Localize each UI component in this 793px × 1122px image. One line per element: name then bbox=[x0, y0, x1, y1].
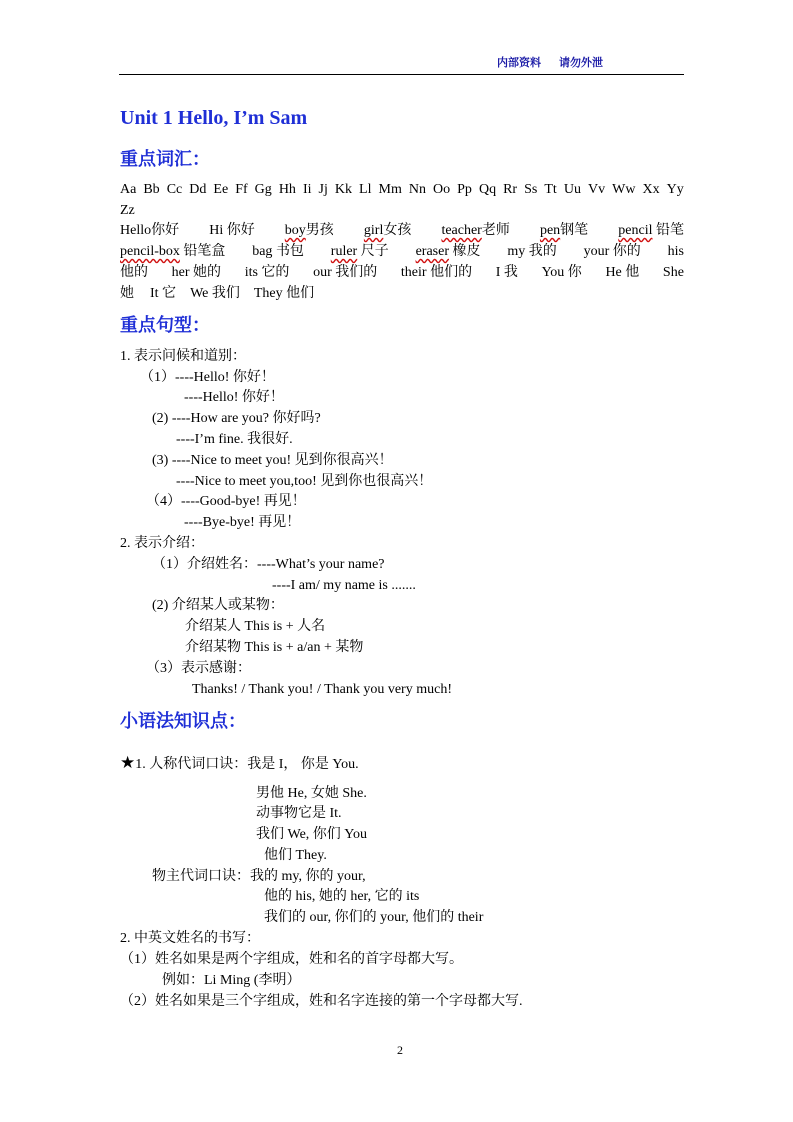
sentence-line: 介绍某人 This is + 人名 bbox=[185, 619, 326, 634]
alphabet-letter: Qq bbox=[478, 182, 497, 197]
grammar-line: 物主代词口诀：我的 my, 你的 your, bbox=[152, 869, 366, 884]
alphabet-letter: Ww bbox=[612, 182, 636, 197]
vocab-item: You 你 bbox=[541, 265, 582, 280]
alphabet-letter: Tt bbox=[544, 182, 557, 197]
vocab-item: I 我 bbox=[495, 265, 518, 280]
vocab-item: your 你的 bbox=[583, 244, 641, 259]
grammar-heading: 小语法知识点： bbox=[120, 711, 246, 731]
grammar-line: （1）姓名如果是两个字组成，姓和名的首字母都大写。 bbox=[120, 952, 463, 967]
alphabet-letter: Vv bbox=[587, 182, 606, 197]
sentence-line: 1. 表示问候和道别： bbox=[120, 349, 246, 364]
vocab-line-4 bbox=[120, 287, 314, 301]
vocab-item: bag 书包 bbox=[252, 244, 304, 259]
grammar-line: 男他 He, 女她 She. bbox=[256, 786, 367, 801]
vocab-item: He 他 bbox=[605, 265, 640, 280]
vocab-item: pencil-box 铅笔盒 bbox=[120, 244, 226, 259]
header-rule bbox=[119, 74, 684, 75]
header-internal: 内部资料 bbox=[497, 57, 541, 69]
sentence-line: (2) ----How are you? 你好吗? bbox=[152, 411, 321, 426]
unit-title: Unit 1 Hello, I’m Sam bbox=[120, 107, 308, 129]
vocab-item: its 它的 bbox=[244, 265, 290, 280]
sentence-line: (3) ----Nice to meet you! 见到你很高兴！ bbox=[152, 453, 393, 468]
header-confidential: 请勿外泄 bbox=[559, 57, 603, 69]
alphabet-letter: Pp bbox=[457, 182, 472, 197]
alphabet-row bbox=[120, 183, 684, 197]
alphabet-letter: Bb bbox=[143, 182, 160, 197]
vocab-item: It 它 bbox=[150, 286, 177, 301]
alphabet-letter: Ee bbox=[213, 182, 229, 197]
vocab-item: Hi 你好 bbox=[209, 223, 255, 238]
alphabet-letter: Nn bbox=[408, 182, 426, 197]
grammar-line: 我们 We, 你们 You bbox=[256, 827, 368, 842]
vocab-item: ruler 尺子 bbox=[330, 244, 389, 259]
vocab-item: pen钢笔 bbox=[539, 223, 589, 238]
sentence-line: 2. 表示介绍： bbox=[120, 536, 204, 551]
sentence-line: ----Nice to meet you,too! 见到你也很高兴！ bbox=[176, 474, 433, 489]
alphabet-letter-last: Zz bbox=[120, 203, 135, 218]
sentence-line: ----Bye-bye! 再见！ bbox=[184, 515, 301, 530]
star-icon: ★ bbox=[120, 753, 136, 772]
alphabet-letter: Hh bbox=[278, 182, 296, 197]
alphabet-letter: Mm bbox=[378, 182, 402, 197]
sentences-heading: 重点句型： bbox=[120, 315, 210, 335]
sentence-line: 介绍某物 This is + a/an + 某物 bbox=[185, 640, 364, 655]
vocab-item: their 他们的 bbox=[400, 265, 473, 280]
alphabet-letter: Xx bbox=[642, 182, 660, 197]
grammar-line: 他的 his, 她的 her, 它的 its bbox=[264, 889, 420, 904]
alphabet-letter: Ll bbox=[359, 182, 372, 197]
vocab-item: his bbox=[667, 244, 684, 259]
alphabet-letter: Yy bbox=[666, 182, 684, 197]
alphabet-letter: Rr bbox=[503, 182, 518, 197]
vocab-item: girl女孩 bbox=[363, 223, 412, 238]
alphabet-letter: Uu bbox=[563, 182, 581, 197]
vocab-item: They 他们 bbox=[253, 286, 315, 301]
vocab-item: We 我们 bbox=[190, 286, 240, 301]
sentence-line: （3）表示感谢： bbox=[146, 661, 251, 676]
grammar-line: （2）姓名如果是三个字组成，姓和名字连接的第一个字母都大写. bbox=[120, 994, 523, 1009]
grammar-line: 我们的 our, 你们的 your, 他们的 their bbox=[264, 910, 484, 925]
grammar-point-1 bbox=[120, 754, 359, 772]
vocab-item: teacher老师 bbox=[441, 223, 510, 238]
page-header bbox=[497, 58, 603, 69]
sentence-line: (2) 介绍某人或某物： bbox=[152, 598, 284, 613]
vocab-item: She bbox=[662, 265, 684, 280]
alphabet-letter: Oo bbox=[433, 182, 451, 197]
sentence-line: （1）----Hello! 你好！ bbox=[140, 370, 275, 385]
sentence-line: ----I’m fine. 我很好. bbox=[176, 432, 293, 447]
alphabet-letter: Aa bbox=[120, 182, 137, 197]
grammar-line: 例如：Li Ming (李明） bbox=[162, 973, 301, 988]
sentence-line: ----I am/ my name is ....... bbox=[272, 578, 416, 593]
grammar-line: 动事物它是 It. bbox=[256, 806, 342, 821]
alphabet-letter: Gg bbox=[254, 182, 272, 197]
vocab-item: her 她的 bbox=[171, 265, 222, 280]
page-number: 2 bbox=[397, 1043, 403, 1057]
vocab-item: my 我的 bbox=[507, 244, 557, 259]
sentence-line: （1）介绍姓名：----What’s your name? bbox=[152, 557, 385, 572]
vocab-item: 她 bbox=[120, 286, 134, 301]
vocab-item: our 我们的 bbox=[313, 265, 378, 280]
sentence-line: ----Hello! 你好！ bbox=[184, 390, 284, 405]
vocab-line-2 bbox=[120, 245, 684, 259]
vocab-line-3 bbox=[120, 266, 684, 280]
alphabet-letter: Ii bbox=[302, 182, 312, 197]
vocab-item: boy男孩 bbox=[284, 223, 334, 238]
sentence-line: Thanks! / Thank you! / Thank you very much! bbox=[192, 682, 452, 697]
alphabet-letter: Dd bbox=[189, 182, 207, 197]
grammar-line: 2. 中英文姓名的书写： bbox=[120, 931, 260, 946]
alphabet-letter: Jj bbox=[318, 182, 328, 197]
vocab-heading: 重点词汇： bbox=[120, 149, 210, 169]
alphabet-letter: Kk bbox=[334, 182, 353, 197]
sentence-line: （4）----Good-bye! 再见！ bbox=[146, 494, 306, 509]
alphabet-letter: Cc bbox=[166, 182, 183, 197]
vocab-item: pencil 铅笔 bbox=[618, 223, 684, 238]
alphabet-letter: Ff bbox=[235, 182, 248, 197]
grammar-text: 1. 人称代词口诀：我是 I， 你是 You. bbox=[135, 757, 359, 772]
vocab-item: eraser 橡皮 bbox=[415, 244, 481, 259]
vocab-item: 他的 bbox=[120, 265, 148, 280]
alphabet-letter: Ss bbox=[524, 182, 538, 197]
vocab-item: Hello你好 bbox=[120, 223, 180, 238]
grammar-line: 他们 They. bbox=[264, 848, 327, 863]
vocab-line-1 bbox=[120, 224, 684, 238]
